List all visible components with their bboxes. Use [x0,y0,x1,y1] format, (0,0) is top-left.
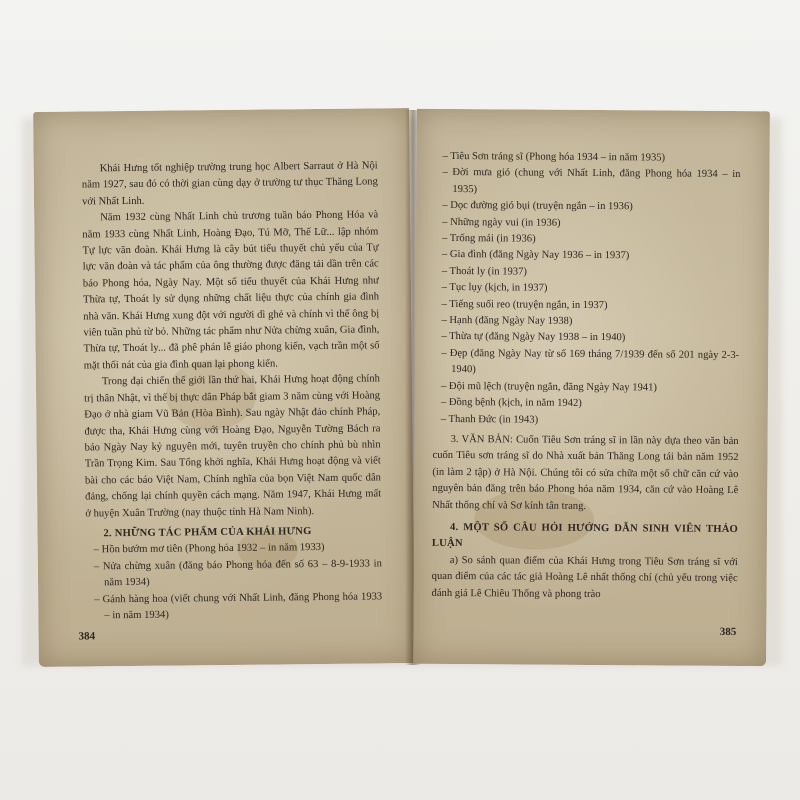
text-edition-section: 3. VĂN BẢN: Cuốn Tiêu Sơn tráng sĩ in lần này dựa theo văn bản cuốn Tiêu sơn tráng sĩ do Nhà xuất bản Thăng Long tái bản năm 1952 (in làm 2 tập) ở Hà Nội. Chúng tôi có sửa chữa một số chữ căn cứ vào nguyên bản đăng trên báo Phong hóa năm 1934, căn cứ vào Hoàng Lê Nhất thống chí và Sơ kính tân trang. [432,433,739,512]
paragraph: Năm 1932 cùng Nhất Linh chủ trương tuần báo Phong Hóa và năm 1933 cùng Nhất Linh, Hoàng Đạo, Tú Mỡ, Thế Lữ... lập nhóm Tự lực văn đoàn. Khái Hưng là cây bút tiểu thuyết chủ yếu của Tự lực văn đoàn và tác phẩm của ông thường được đăng tải dần trên các báo Phong hóa, Ngày Nay. Một số tiểu thuyết của Khái Hưng như Thừa tự, Thoát ly sử dụng những chất liệu thực của chính gia đình nhà văn. Khái Hưng xung đột với người dì ghẻ và chính vì thế ông bị viên tuần phủ từ bỏ. Những tác phẩm như Nửa chừng xuân, Gia đình, Thừa tự, Thoát ly... đã phê phán lễ giáo phong kiến, vạch trần một số mặt thối nát của gia đình quan lại phong kiến. [82,209,380,372]
paragraph: Trong đại chiến thế giới lần thứ hai, Khái Hưng hoạt động chính trị thân Nhật, vì thế bị thực dân Pháp bắt giam 3 năm cùng với Hoàng Đạo ở nhà giam Vũ Bản (Hòa Bình). Sau ngày Nhật đảo chính Pháp, được tha, Khái Hưng cùng với Hoàng Đạo, Nguyễn Tường Bách ra báo Ngày Nay kỷ nguyên mới, tuyên truyền cho chính phủ bù nhìn Trần Trọng Kim. Sau Tổng khởi nghĩa, Khái Hưng hoạt động và viết bài cho các báo Việt Nam, Chính nghĩa của bọn Việt Nam quốc dân đảng, chống lại chính quyền cách mạng. Năm 1947, Khái Hưng mất ở huyện Xuân Trường (nay thuộc tỉnh Hà Nam Ninh). [84,373,382,519]
discussion-item: a) So sánh quan điểm của Khái Hưng trong Tiêu Sơn tráng sĩ với quan điểm của các tác giả Hoàng Lê nhất thống chí (chủ yếu trong việc đánh giá Lê Chiêu Thống và phong trào [431,554,738,600]
work-item: – Thoát ly (in 1937) [441,265,527,278]
discussion-heading: 4. MỘT SỐ CÂU HỎI HƯỚNG DẪN SINH VIÊN THẢO LUẬN [431,521,739,550]
work-item: – Hồn bướm mơ tiên (Phong hóa 1932 – in năm 1933) [93,542,325,556]
work-item: – Hạnh (đăng Ngày Nay 1938) [441,315,573,327]
page-number: 385 [719,625,737,639]
work-item: – Tục lụy (kịch, in 1937) [441,282,548,294]
work-item: – Gia đình (đăng Ngày Nay 1936 – in 1937) [441,249,630,262]
work-item: – Gánh hàng hoa (viết chung với Nhất Linh, đăng Phong hóa 1933 – in năm 1934) [94,590,383,622]
work-item: – Những ngày vui (in 1936) [442,216,561,229]
paragraph: Khái Hưng tốt nghiệp trường trung học Albert Sarraut ở Hà Nội năm 1927, sau đó có thời gian cùng dạy ở trường tư thục Thăng Long với Nhất Linh. [81,160,378,208]
left-page [33,108,415,667]
work-item: – Đội mũ lệch (truyện ngắn, đăng Ngày Nay 1941) [440,380,657,394]
work-item: – Thanh Đức (in 1943) [440,413,539,426]
work-item: – Trống mái (in 1936) [441,232,536,245]
section-heading: 2. NHỮNG TÁC PHẨM CỦA KHÁI HƯNG [103,526,312,540]
page-number: 384 [78,630,96,643]
work-item: – Nửa chừng xuân (đăng báo Phong hóa đến số 63 – 8-9-1933 in năm 1934) [93,558,382,589]
work-item: – Thừa tự (đăng Ngày Nay 1938 – in 1940) [441,331,626,344]
open-book [20,110,775,665]
work-item: – Dọc đường gió bụi (truyện ngắn – in 1936) [442,200,633,213]
left-page-text [82,158,383,624]
right-page-text [431,149,740,604]
work-item: – Tiếng suối reo (truyện ngắn, in 1937) [441,298,608,311]
work-item: – Đồng bệnh (kịch, in năm 1942) [440,397,582,410]
work-item: – Đẹp (đăng Ngày Nay từ số 169 tháng 7/1939 đến số 201 ngày 2-3-1940) [441,347,740,376]
work-item: – Tiêu Sơn tráng sĩ (Phong hóa 1934 – in năm 1935) [442,150,666,164]
work-item: – Đời mưa gió (chung với Nhất Linh, đăng Phong hóa 1934 – in 1935) [442,167,741,196]
right-page [413,109,770,666]
